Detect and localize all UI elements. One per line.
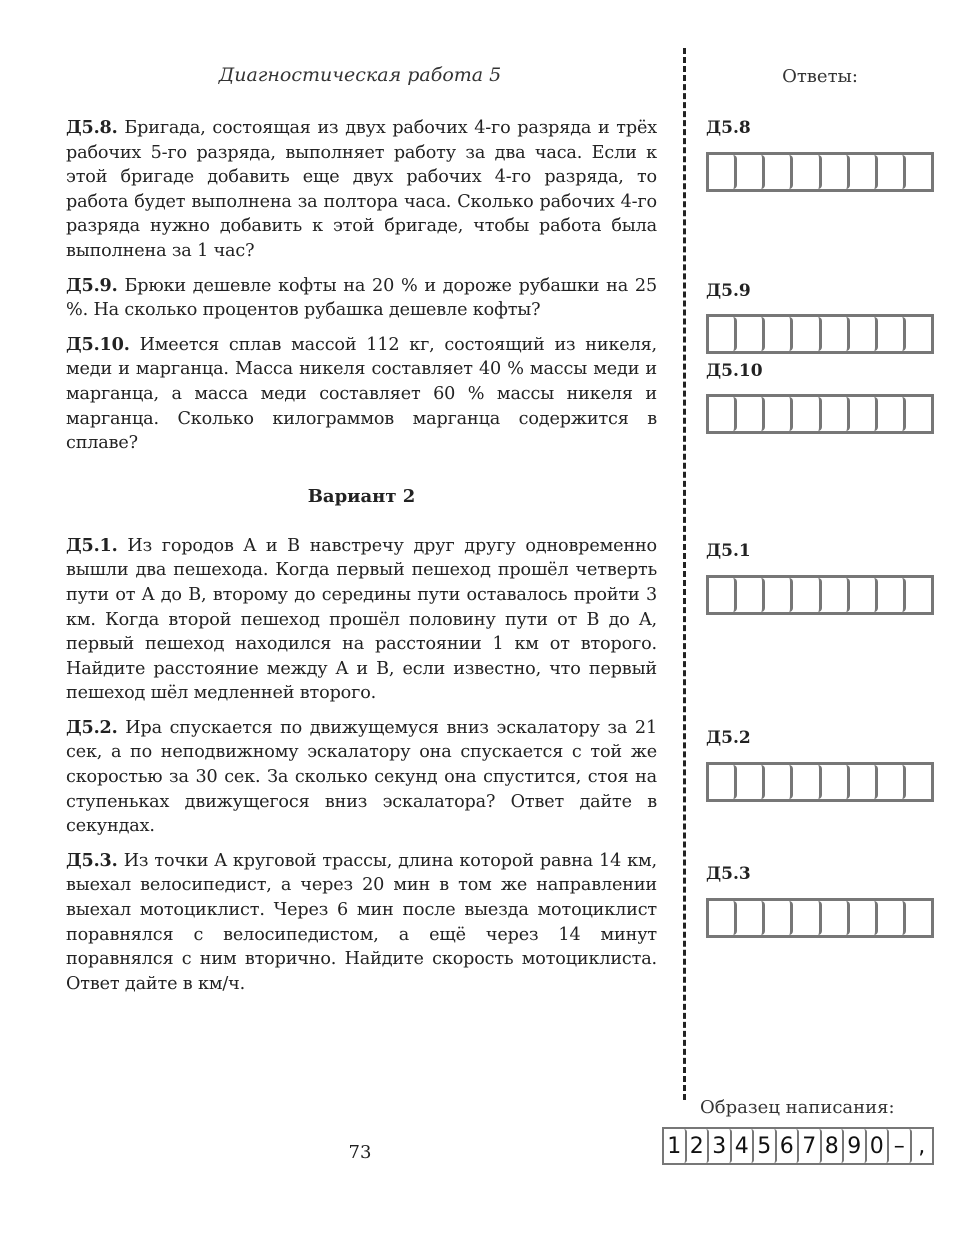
sample-char: 1 bbox=[664, 1129, 687, 1163]
page-header: Диагностическая работа 5 bbox=[218, 64, 502, 86]
task-id: Д5.1. bbox=[66, 534, 118, 556]
page-number: 73 bbox=[348, 1142, 372, 1163]
task-text: Брюки дешевле кофты на 20 % и дороже рубашки на 25 %. На сколько процентов рубашка дешевле кофты? bbox=[66, 275, 657, 321]
task-id: Д5.9. bbox=[66, 274, 118, 296]
answer-boxes[interactable] bbox=[706, 394, 934, 434]
answer-boxes[interactable] bbox=[706, 898, 934, 938]
sample-char: 9 bbox=[844, 1129, 867, 1163]
sample-char: 2 bbox=[687, 1129, 710, 1163]
task-id: Д5.3. bbox=[66, 849, 118, 871]
sample-digits bbox=[662, 1127, 934, 1165]
answer-label: Д5.8 bbox=[706, 118, 751, 138]
task-text: Из городов A и B навстречу друг другу одновременно вышли два пешехода. Когда первый пешеход прошёл четверть пути от A до B, второму до середины пути оставалось пройти 3 км. Когда второй пешеход прошёл половину пути от B до A, первый пешеход находился на расстоянии 1 км от второго. Найдите расстояние между A и B, если известно, что первый пешеход шёл медленней второго. bbox=[66, 535, 657, 704]
task-text: Ира спускается по движущемуся вниз эскалатору за 21 сек, а по неподвижному эскалатору она спускается с той же скоростью за 30 сек. За сколько секунд она спустится, стоя на ступеньках движущегося вниз эскалатора? Ответ дайте в секундах. bbox=[66, 717, 657, 837]
task-text: Бригада, состоящая из двух рабочих 4-го разряда и трёх рабочих 5-го разряда, выполняет работу за два часа. Если к этой бригаде добавить еще двух рабочих 4-го разряда, то работа будет выполнена за полтора часа. Сколько рабочих 4-го разряда нужно добавить к этой бригаде, чтобы работа была выполнена за 1 час? bbox=[66, 118, 657, 261]
answer-field-d5-10 bbox=[706, 361, 763, 381]
sample-char: – bbox=[889, 1129, 912, 1163]
variant-title: Вариант 2 bbox=[307, 485, 416, 507]
cut-line-divider bbox=[683, 48, 686, 1100]
answer-field-d5-1 bbox=[706, 541, 751, 561]
answer-boxes[interactable] bbox=[706, 314, 934, 354]
sample-char: 8 bbox=[822, 1129, 845, 1163]
answer-boxes[interactable] bbox=[706, 762, 934, 802]
task-d5-1 bbox=[66, 534, 657, 706]
sample-char: 0 bbox=[867, 1129, 890, 1163]
answer-field-d5-2 bbox=[706, 728, 751, 748]
answer-boxes[interactable] bbox=[706, 575, 934, 615]
task-text: Имеется сплав массой 112 кг, состоящий из никеля, меди и марганца. Масса никеля составляет 40 % массы меди и марганца, а масса меди составляет 60 % массы никеля и марганца. Сколько килограммов марганца содержится в сплаве? bbox=[66, 334, 657, 454]
sample-char: , bbox=[918, 1133, 926, 1159]
task-id: Д5.8. bbox=[66, 117, 118, 138]
sample-char: 7 bbox=[799, 1129, 822, 1163]
answer-boxes[interactable] bbox=[706, 152, 934, 192]
answer-label: Д5.2 bbox=[706, 728, 751, 748]
task-d5-10 bbox=[66, 333, 657, 456]
answer-field-d5-3 bbox=[706, 864, 751, 884]
task-text: Из точки A круговой трассы, длина которой равна 14 км, выехал велосипедист, а через 20 мин в том же направлении выехал мотоциклист. Через 6 мин после выезда мотоциклист поравнялся с велосипедистом, а ещё через 14 минут поравнялся с ним вторично. Найдите скорость мотоциклиста. Ответ дайте в км/ч. bbox=[66, 850, 657, 994]
task-d5-3 bbox=[66, 849, 657, 997]
answer-label: Д5.9 bbox=[706, 281, 751, 301]
task-id: Д5.2. bbox=[66, 716, 118, 738]
answers-title: Ответы: bbox=[782, 66, 858, 87]
answer-label: Д5.10 bbox=[706, 361, 763, 381]
task-id: Д5.10. bbox=[66, 333, 130, 355]
task-d5-2 bbox=[66, 716, 657, 839]
task-d5-9 bbox=[66, 274, 657, 323]
answer-field-d5-8 bbox=[706, 118, 751, 138]
sample-char: 6 bbox=[777, 1129, 800, 1163]
sample-char: 5 bbox=[754, 1129, 777, 1163]
answer-field-d5-9 bbox=[706, 281, 751, 301]
answer-label: Д5.1 bbox=[706, 541, 751, 561]
sample-char: 4 bbox=[732, 1129, 755, 1163]
sample-label: Образец написания: bbox=[700, 1097, 895, 1118]
answer-label: Д5.3 bbox=[706, 864, 751, 884]
task-d5-8 bbox=[66, 116, 657, 264]
sample-char: 3 bbox=[709, 1129, 732, 1163]
tasks-column bbox=[66, 116, 657, 1006]
